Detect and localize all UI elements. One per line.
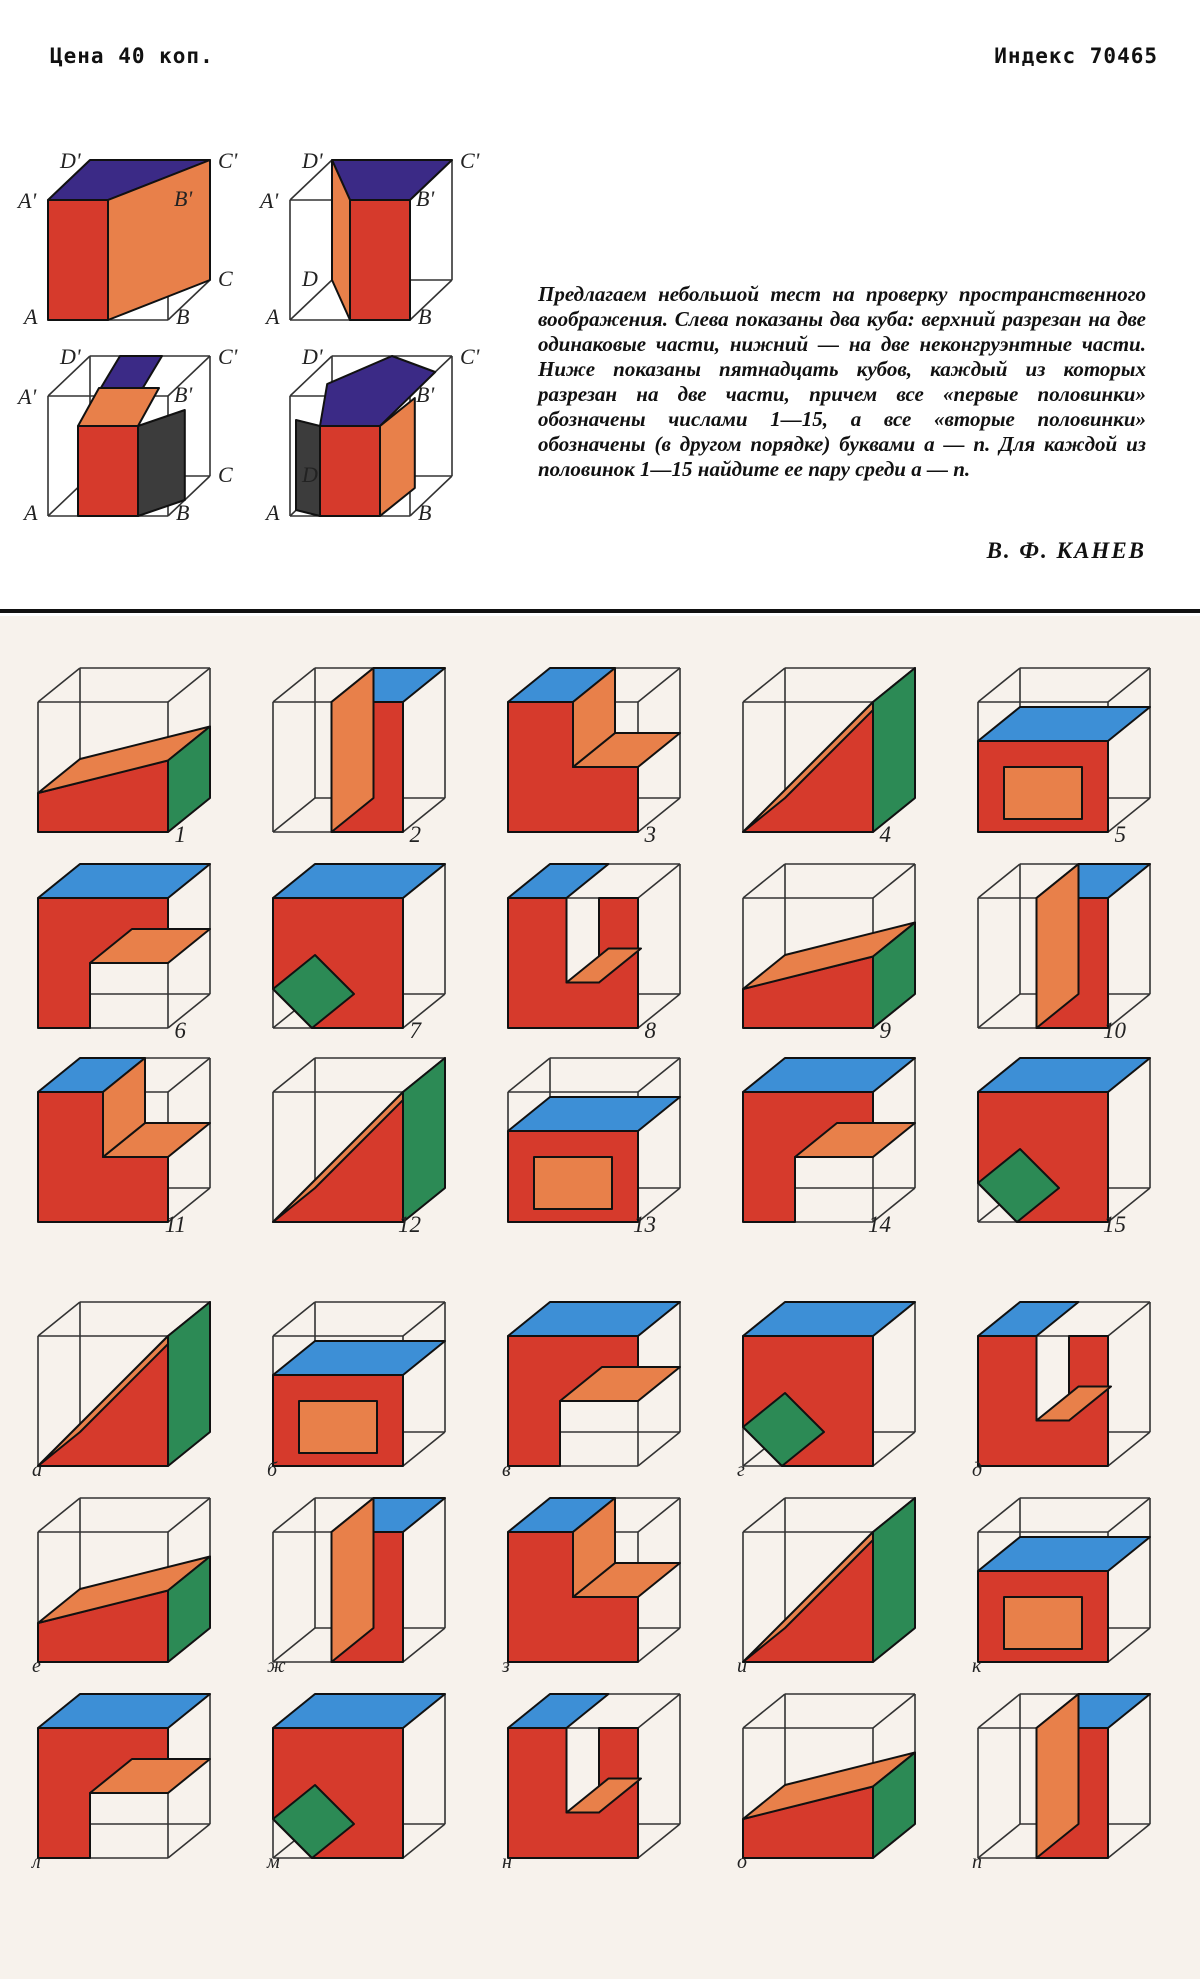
piece-top-face [508,1097,680,1131]
cube-edge [743,668,785,702]
cube-edge [403,1302,445,1336]
piece-top-face [978,1058,1150,1092]
cube-number-label: 5 [1114,822,1126,847]
puzzle-cube [743,668,915,847]
price-label: Цена 40 коп. [50,44,214,68]
vertex-label: B' [174,382,193,407]
cube-edge [638,1058,680,1092]
cube-edge [273,798,315,832]
intro-text: Предлагаем небольшой тест на проверку пространственного воображения. Слева показаны два куба: верхний разрезан на две одинаковые части, нижний — на две неконгруэнтные части. Ниже показаны пятнадцать кубов, каждый из которых разрезан на две части, причем все «первые половинки» обозначены числами 1—15, а все «вторые половинки» обозначены (в другом порядке) буквами а — п. Для каждой из половинок 1—15 найдите ее пару среди а — п. [538,282,1146,481]
piece-side-face [403,1058,445,1222]
cube-edge [873,1432,915,1466]
section-divider [0,609,1200,613]
puzzle-cube [32,1302,210,1481]
piece-notch-face [1004,767,1082,819]
index-label: Индекс 70465 [994,44,1158,68]
cube-letter-label: б [267,1459,278,1481]
piece-top-face [273,864,445,898]
vertex-label: C' [460,148,480,173]
cube-letter-label: о [737,1851,747,1873]
intro-section [0,0,1200,610]
piece-top-face [508,1694,609,1728]
cube-number-label: 8 [644,1018,656,1043]
vertex-label: B [176,500,190,525]
cube-edge [168,668,210,702]
puzzle-cube [508,668,680,847]
piece-top-face [273,1341,445,1375]
piece-top-face [508,1302,680,1336]
puzzle-cube [32,1498,210,1677]
example-front-face [78,426,138,516]
vertex-label: C' [218,148,238,173]
piece-top-face [273,1694,445,1728]
cube-edge [168,1058,210,1092]
puzzle-cube [38,668,210,847]
example-cube [16,148,238,329]
cube-number-label: 4 [879,822,891,847]
vertex-label: B [418,304,432,329]
vertex-label: D' [302,148,323,173]
cube-edge [273,1302,315,1336]
cube-letter-label: и [737,1655,747,1677]
puzzle-cube [502,1694,680,1873]
cube-edge [508,1058,550,1092]
vertex-label: A' [260,188,279,213]
vertex-label: B' [416,186,435,211]
puzzle-cube [508,864,680,1043]
cube-edge [638,1498,680,1532]
author-name: В. Ф. КАНЕВ [986,538,1146,563]
cube-edge [403,1628,445,1662]
piece-side-face [873,668,915,832]
puzzle-cube [31,1694,210,1873]
vertex-label: A' [18,384,37,409]
example-cube [264,344,480,525]
cube-edge [1108,668,1150,702]
cube-edge [1108,1498,1150,1532]
puzzle-cube [267,1498,445,1677]
vertex-label: C [218,266,233,291]
puzzle-cube [501,1498,680,1677]
cube-edge [638,864,680,898]
piece-side-face [168,1302,210,1466]
example-cube [16,344,238,525]
example-cube [258,148,480,329]
cube-number-label: 9 [879,1018,891,1043]
cube-edge [403,1824,445,1858]
cube-letter-label: з [502,1655,510,1677]
cube-edge [38,668,80,702]
vertex-label: A [266,304,280,329]
puzzle-cube [743,864,915,1043]
cube-number-label: 3 [644,822,656,847]
vertex-label: D' [60,148,81,173]
cube-number-label: 12 [398,1212,421,1237]
puzzle-cube [737,1498,915,1677]
vertex-label: B' [416,382,435,407]
cube-number-label: 13 [633,1212,656,1237]
cube-edge [873,864,915,898]
cube-letter-label: ж [267,1655,286,1677]
cube-letter-label: м [267,1851,280,1873]
vertex-label: A' [18,188,37,213]
cube-edge [38,1302,80,1336]
piece-top-face [978,1537,1150,1571]
vertex-label: B' [174,186,193,211]
puzzle-cube [972,1498,1150,1677]
cube-number-label: 15 [1103,1212,1126,1237]
puzzle-cube [38,1058,210,1237]
piece-top-face [743,1058,915,1092]
vertex-label: A [24,304,38,329]
vertex-label: B [176,304,190,329]
cube-letter-label: п [972,1851,982,1873]
cube-letter-label: д [972,1459,983,1481]
piece-top-face [978,1302,1079,1336]
cube-letter-label: л [32,1851,41,1873]
piece-top-face [978,707,1150,741]
cube-edge [273,1058,315,1092]
cube-edge [638,1628,680,1662]
cube-number-label: 1 [174,822,186,847]
piece-notch-face [299,1401,377,1453]
cube-edge [873,1694,915,1728]
puzzle-section [0,616,1200,1979]
cube-letter-label: н [502,1851,512,1873]
cube-number-label: 7 [409,1018,421,1043]
cube-edge [638,1432,680,1466]
cube-number-label: 14 [868,1212,891,1237]
cube-edge [403,1432,445,1466]
piece-notch-face [534,1157,612,1209]
puzzle-cube [38,864,210,1043]
puzzle-cube [972,1694,1150,1873]
cube-edge [638,1824,680,1858]
example-front-face [350,200,410,320]
cube-edge [38,1498,80,1532]
cube-number-label: 2 [409,822,421,847]
example-front-face [320,426,380,516]
vertex-label: D [302,266,318,291]
vertex-label: B [418,500,432,525]
cube-edge [1108,1824,1150,1858]
vertex-label: C' [460,344,480,369]
puzzle-cube [978,668,1150,847]
cube-edge [743,1694,785,1728]
cube-edge [978,1694,1020,1728]
puzzle-cube [273,864,445,1043]
cube-edge [1108,1302,1150,1336]
vertex-label: D [302,462,318,487]
puzzle-cube [502,1302,680,1481]
piece-notch-face [1004,1597,1082,1649]
cube-letter-label: е [32,1655,41,1677]
cube-edge [273,1498,315,1532]
cube-edge [978,864,1020,898]
vertex-label: A [266,500,280,525]
puzzle-cube [978,864,1150,1043]
puzzle-cube [743,1058,915,1237]
cube-number-label: 10 [1103,1018,1126,1043]
puzzle-cube [737,1302,915,1481]
puzzle-cube [273,1058,445,1237]
puzzle-cube [737,1694,915,1873]
cube-edge [638,1694,680,1728]
puzzle-cube [972,1302,1150,1481]
cube-letter-label: к [972,1655,982,1677]
piece-top-face [38,864,210,898]
cube-edge [743,1498,785,1532]
piece-top-face [508,864,609,898]
cube-edge [1108,1628,1150,1662]
cube-edge [978,994,1020,1028]
vertex-label: C' [218,344,238,369]
puzzle-cube [978,1058,1150,1237]
cube-edge [743,864,785,898]
puzzle-cube [508,1058,680,1237]
cube-edge [1108,1432,1150,1466]
puzzle-cube [266,1694,445,1873]
cube-edge [638,668,680,702]
cube-edge [978,668,1020,702]
piece-top-face [743,1302,915,1336]
vertex-label: A [24,500,38,525]
cube-edge [168,1824,210,1858]
vertex-label: D' [60,344,81,369]
cube-edge [978,1498,1020,1532]
vertex-label: D' [302,344,323,369]
example-front-face [48,200,108,320]
cube-letter-label: г [737,1459,745,1481]
cube-edge [273,668,315,702]
cube-letter-label: в [502,1459,511,1481]
piece-side-face [873,1498,915,1662]
cube-letter-label: а [32,1459,42,1481]
cube-edge [168,1498,210,1532]
piece-top-face [38,1694,210,1728]
cube-number-label: 6 [174,1018,186,1043]
example-cubes [18,148,540,580]
puzzle-cube [273,668,445,847]
vertex-label: C [218,462,233,487]
cube-number-label: 11 [164,1212,186,1237]
cube-edge [978,1824,1020,1858]
puzzle-cube [267,1302,445,1481]
puzzle-grid [0,616,1200,1979]
